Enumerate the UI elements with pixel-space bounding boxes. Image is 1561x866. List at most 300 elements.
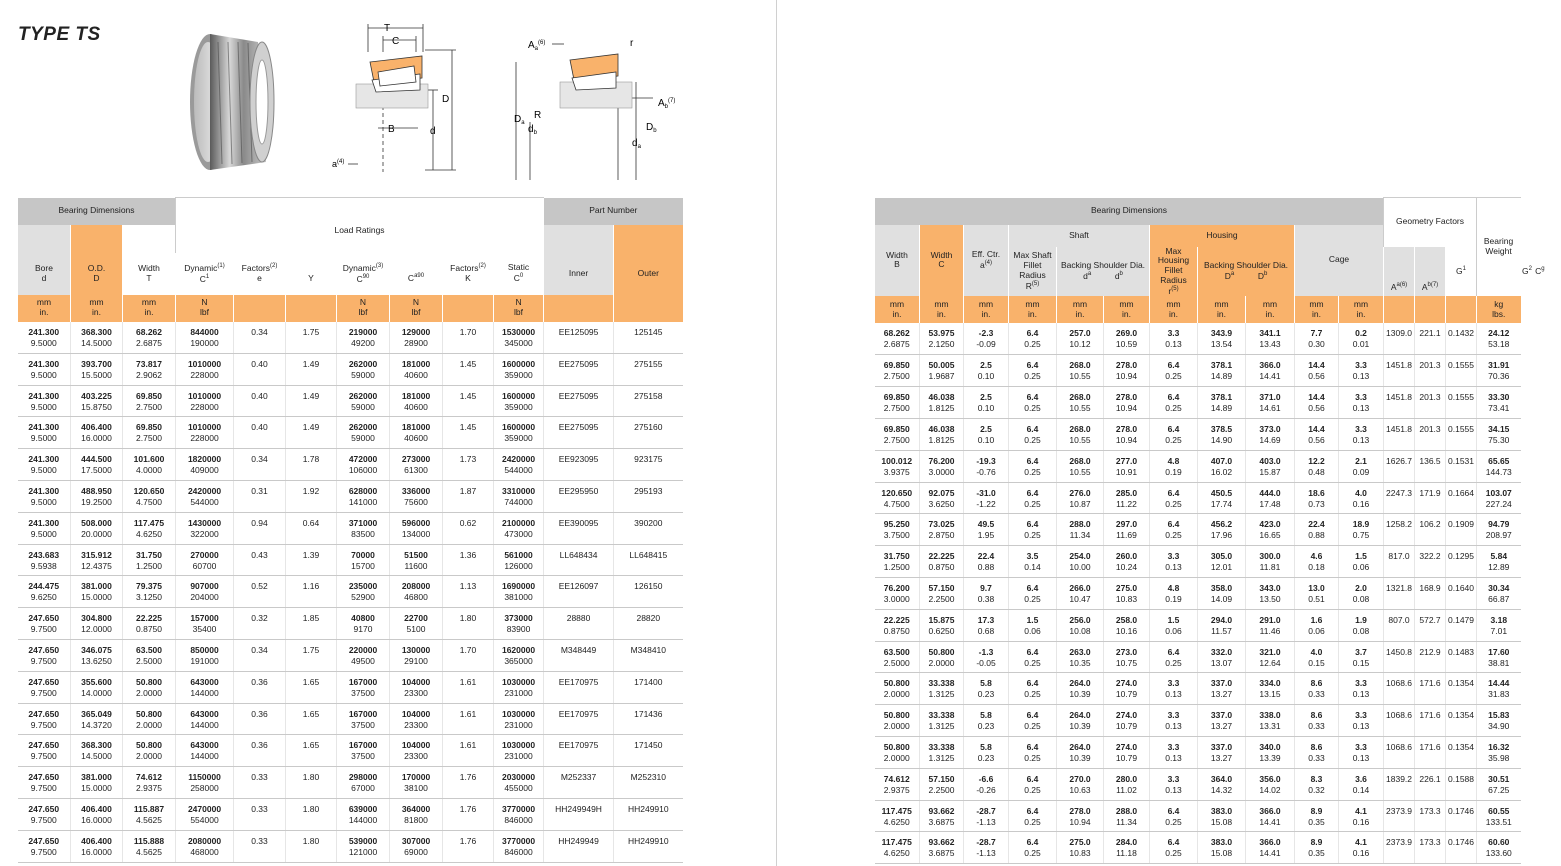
table-row [875,419,1547,451]
eff-ctr-cell: 5.8 0.23 [964,737,1009,769]
e-cell: 0.34 [234,322,286,354]
c1-cell: 844000 190000 [176,322,234,354]
db-cell: 285.0 11.22 [1104,482,1150,514]
unit-cell [234,295,286,322]
width-c-cell: 22.225 0.8750 [920,546,964,578]
header-max-shaft-fillet: Max Shaft Fillet Radius $R^{(5)}$ [1009,247,1057,297]
g1-cell: 1451.8 [1384,387,1415,419]
width-cell: 115.887 4.5625 [123,798,176,830]
g1-cell: 1068.6 [1384,705,1415,737]
c0-cell: 373000 83900 [494,608,544,640]
cg-cell: 0.1555 [1446,355,1477,387]
svg-text:Da: $D_a$ [514,114,525,126]
db-cell: 274.0 10.79 [1104,705,1150,737]
outer-part-cell: 171450 [614,735,683,767]
table-row [18,703,683,735]
db-cell: 273.0 10.75 [1104,641,1150,673]
table-row [875,609,1547,641]
k-cell: 1.45 [443,417,494,449]
ca90-cell: 181000 40600 [390,417,443,449]
Da-cell: 337.0 13.27 [1198,673,1246,705]
g2-cell: 201.3 [1415,419,1446,451]
da-cell: 263.0 10.35 [1057,641,1104,673]
width-cell: 50.800 2.0000 [123,703,176,735]
k-cell: 1.45 [443,385,494,417]
c90-cell: 371000 83500 [337,512,390,544]
g2-cell: 201.3 [1415,355,1446,387]
c0-cell: 561000 126000 [494,544,544,576]
width-cell: 101.600 4.0000 [123,449,176,481]
width-cell: 73.817 2.9062 [123,353,176,385]
e-cell: 0.31 [234,480,286,512]
unit-cell [1384,296,1415,323]
e-cell: 0.36 [234,671,286,703]
table-row [875,578,1547,610]
header-aa: $A^{a(6)}$ [1384,247,1415,297]
shaft-fillet-cell: 6.4 0.25 [1009,705,1057,737]
shaft-fillet-cell: 6.4 0.25 [1009,737,1057,769]
unit-cell: mm in. [1246,296,1295,323]
bore-cell: 247.650 9.7500 [18,767,71,799]
Da-cell: 364.0 14.32 [1198,768,1246,800]
table-row [18,735,683,767]
Db-cell: 423.0 16.65 [1246,514,1295,546]
ca90-cell: 273000 61300 [390,449,443,481]
Aa-cell: 1.6 0.06 [1295,609,1339,641]
table-row [875,800,1547,832]
table-row [18,767,683,799]
y-cell: 1.80 [286,830,337,862]
od-cell: 304.800 12.0000 [71,608,123,640]
eff-ctr-cell: 49.5 1.95 [964,514,1009,546]
shaft-fillet-cell: 6.4 0.25 [1009,482,1057,514]
width-c-cell: 50.005 1.9687 [920,355,964,387]
unit-cell: mm in. [875,296,920,323]
shaft-fillet-cell: 6.4 0.25 [1009,641,1057,673]
table-row [875,482,1547,514]
width-c-cell: 46.038 1.8125 [920,387,964,419]
Ab-cell: 3.3 0.13 [1339,387,1384,419]
c90-cell: 628000 141000 [337,480,390,512]
housing-fillet-cell: 3.3 0.13 [1150,705,1198,737]
unit-cell [286,295,337,322]
Db-cell: 373.0 14.69 [1246,419,1295,451]
table-row [18,512,683,544]
Aa-cell: 8.9 0.35 [1295,800,1339,832]
c1-cell: 2080000 468000 [176,830,234,862]
width-c-cell: 93.662 3.6875 [920,800,964,832]
svg-text:Ab(7): $A_b^{(7)}$ [658,98,676,110]
Da-cell: 456.2 17.96 [1198,514,1246,546]
shaft-fillet-cell: 6.4 0.25 [1009,514,1057,546]
c1-cell: 643000 144000 [176,703,234,735]
header-max-housing-fillet: Max Housing Fillet Radius $r^{(5)}$ [1150,247,1198,297]
width-cell: 79.375 3.1250 [123,576,176,608]
Db-cell: 444.0 17.48 [1246,482,1295,514]
label-Da: D [514,114,522,125]
label-B: B [388,124,395,135]
e-cell: 0.40 [234,417,286,449]
table-row [875,387,1547,419]
Da-cell: 358.0 14.09 [1198,578,1246,610]
width-b-cell: 100.012 3.9375 [875,450,920,482]
label-Aa: A [528,40,535,51]
db-cell: 278.0 10.94 [1104,387,1150,419]
g1-cell: 1258.2 [1384,514,1415,546]
db-cell: 269.0 10.59 [1104,323,1150,355]
weight-cell: 31.91 70.36 [1477,355,1521,387]
housing-fillet-cell: 3.3 0.13 [1150,673,1198,705]
c0-cell: 1690000 381000 [494,576,544,608]
g2-cell: 171.6 [1415,705,1446,737]
c90-cell: 539000 121000 [337,830,390,862]
cg-cell: 0.1354 [1446,737,1477,769]
ca90-cell: 596000 134000 [390,512,443,544]
label-Ab: A [658,98,665,109]
eff-ctr-cell: -1.3 -0.05 [964,641,1009,673]
Da-cell: 378.1 14.89 [1198,355,1246,387]
Db-cell: 366.0 14.41 [1246,800,1295,832]
Da-cell: 343.9 13.54 [1198,323,1246,355]
Db-cell: 371.0 14.61 [1246,387,1295,419]
cg-cell: 0.1483 [1446,641,1477,673]
da-cell: 264.0 10.39 [1057,705,1104,737]
load-ratings-table [17,197,683,863]
width-cell: 69.850 2.7500 [123,385,176,417]
weight-cell: 60.55 133.51 [1477,800,1521,832]
outer-part-cell: 171400 [614,671,683,703]
c0-cell: 2030000 455000 [494,767,544,799]
unit-cell: kg lbs. [1477,296,1521,323]
k-cell: 1.61 [443,671,494,703]
header-g1: $G^1$ [1446,247,1477,297]
outer-part-cell: M348410 [614,639,683,671]
eff-ctr-cell: 17.3 0.68 [964,609,1009,641]
eff-ctr-cell: 2.5 0.10 [964,419,1009,451]
c90-cell: 235000 52900 [337,576,390,608]
Da-cell: 378.5 14.90 [1198,419,1246,451]
od-cell: 406.400 16.0000 [71,798,123,830]
housing-fillet-cell: 6.4 0.25 [1150,419,1198,451]
cg-cell: 0.1555 [1446,387,1477,419]
eff-ctr-cell: -2.3 -0.09 [964,323,1009,355]
width-cell: 68.262 2.6875 [123,322,176,354]
header-ab: $A^{b(7)}$ [1415,247,1446,297]
header-static-c0: Static $C^0$ [494,253,544,295]
k-cell: 1.61 [443,703,494,735]
y-cell: 1.16 [286,576,337,608]
g2-cell: 322.2 [1415,546,1446,578]
da-cell: 256.0 10.08 [1057,609,1104,641]
da-cell: 264.0 10.39 [1057,737,1104,769]
Ab-cell: 1.9 0.08 [1339,609,1384,641]
outer-part-cell: 275160 [614,417,683,449]
table-row [875,546,1547,578]
width-c-cell: 33.338 1.3125 [920,737,964,769]
table-row [875,768,1547,800]
Da-cell: 337.0 13.27 [1198,705,1246,737]
c1-cell: 1010000 228000 [176,385,234,417]
da-cell: 268.0 10.55 [1057,450,1104,482]
od-cell: 365.049 14.3720 [71,703,123,735]
Ab-cell: 1.5 0.06 [1339,546,1384,578]
db-cell: 297.0 11.69 [1104,514,1150,546]
weight-cell: 60.60 133.60 [1477,832,1521,864]
g2-cell: 171.6 [1415,737,1446,769]
da-cell: 276.0 10.87 [1057,482,1104,514]
header-outer: Outer [614,253,683,295]
inner-part-cell: EE295950 [544,480,614,512]
width-b-cell: 50.800 2.0000 [875,673,920,705]
header-shaft: Shaft [1009,225,1150,247]
y-cell: 1.75 [286,322,337,354]
da-cell: 268.0 10.55 [1057,355,1104,387]
Ab-cell: 3.3 0.13 [1339,419,1384,451]
shaft-fillet-cell: 3.5 0.14 [1009,546,1057,578]
g1-cell: 1068.6 [1384,737,1415,769]
bore-cell: 243.683 9.5938 [18,544,71,576]
width-c-cell: 57.150 2.2500 [920,768,964,800]
cg-cell: 0.1295 [1446,546,1477,578]
dimension-diagram-cross-section [328,22,463,177]
od-cell: 488.950 19.2500 [71,480,123,512]
eff-ctr-cell: 2.5 0.10 [964,355,1009,387]
g2-cell: 221.1 [1415,323,1446,355]
c0-cell: 1030000 231000 [494,735,544,767]
e-cell: 0.33 [234,798,286,830]
da-cell: 266.0 10.47 [1057,578,1104,610]
g1-cell: 1839.2 [1384,768,1415,800]
ca90-cell: 181000 40600 [390,385,443,417]
e-cell: 0.36 [234,703,286,735]
c1-cell: 850000 191000 [176,639,234,671]
Ab-cell: 3.3 0.13 [1339,673,1384,705]
g1-cell: 2247.3 [1384,482,1415,514]
k-cell: 1.76 [443,830,494,862]
db-cell: 274.0 10.79 [1104,673,1150,705]
c0-cell: 1030000 231000 [494,671,544,703]
header-k: Factors$^{(2)}$ K [443,253,494,295]
weight-cell: 34.15 75.30 [1477,419,1521,451]
table-row [18,608,683,640]
ca90-cell: 104000 23300 [390,703,443,735]
outer-part-cell: 390200 [614,512,683,544]
c0-cell: 1600000 359000 [494,353,544,385]
ca90-cell: 51500 11600 [390,544,443,576]
e-cell: 0.94 [234,512,286,544]
Ab-cell: 3.3 0.13 [1339,737,1384,769]
bore-cell: 247.650 9.7500 [18,608,71,640]
ca90-cell: 181000 40600 [390,353,443,385]
Db-cell: 341.1 13.43 [1246,323,1295,355]
Aa-cell: 8.3 0.32 [1295,768,1339,800]
width-c-cell: 33.338 1.3125 [920,673,964,705]
Db-cell: 366.0 14.41 [1246,355,1295,387]
width-c-cell: 33.338 1.3125 [920,705,964,737]
header-y: Y [286,253,337,295]
header-eff-ctr: Eff. Ctr. $a^{(4)}$ [964,225,1009,297]
header-bore: Bore d [18,253,71,295]
ca90-cell: 104000 23300 [390,735,443,767]
bore-cell: 241.300 9.5000 [18,417,71,449]
od-cell: 444.500 17.5000 [71,449,123,481]
ca90-cell: 208000 46800 [390,576,443,608]
g1-cell: 1450.8 [1384,641,1415,673]
table-row [875,641,1547,673]
db-cell: 274.0 10.79 [1104,737,1150,769]
bore-cell: 247.650 9.7500 [18,798,71,830]
table-row [875,514,1547,546]
k-cell: 1.80 [443,608,494,640]
g1-cell: 2373.9 [1384,832,1415,864]
svg-text:a(4): $a^{(4)}$ [332,159,345,169]
da-cell: 264.0 10.39 [1057,673,1104,705]
unit-cell: N lbf [390,295,443,322]
Db-cell: 356.0 14.02 [1246,768,1295,800]
outer-part-cell: HH249910 [614,798,683,830]
Ab-cell: 3.7 0.15 [1339,641,1384,673]
unit-cell: mm in. [18,295,71,322]
Aa-cell: 22.4 0.88 [1295,514,1339,546]
Aa-cell: 12.2 0.48 [1295,450,1339,482]
c0-cell: 3770000 846000 [494,830,544,862]
bore-cell: 247.650 9.7500 [18,830,71,862]
cg-cell: 0.1640 [1446,578,1477,610]
Db-cell: 300.0 11.81 [1246,546,1295,578]
header-cage: Cage [1295,225,1384,297]
unit-cell: mm in. [1009,296,1057,323]
da-cell: 257.0 10.12 [1057,323,1104,355]
width-cell: 115.888 4.5625 [123,830,176,862]
Db-cell: 334.0 13.15 [1246,673,1295,705]
k-cell: 1.45 [443,353,494,385]
width-b-cell: 74.612 2.9375 [875,768,920,800]
width-b-cell: 22.225 0.8750 [875,609,920,641]
e-cell: 0.32 [234,608,286,640]
inner-part-cell: EE275095 [544,417,614,449]
bore-cell: 247.650 9.7500 [18,735,71,767]
e-cell: 0.33 [234,830,286,862]
Db-cell: 403.0 15.87 [1246,450,1295,482]
table-row [875,450,1547,482]
y-cell: 1.49 [286,417,337,449]
y-cell: 1.49 [286,385,337,417]
inner-part-cell: EE170975 [544,671,614,703]
eff-ctr-cell: -31.0 -1.22 [964,482,1009,514]
inner-part-cell: LL648434 [544,544,614,576]
Aa-cell: 14.4 0.56 [1295,419,1339,451]
g1-cell: 1451.8 [1384,355,1415,387]
width-c-cell: 46.038 1.8125 [920,419,964,451]
od-cell: 355.600 14.0000 [71,671,123,703]
unit-cell: N lbf [494,295,544,322]
c90-cell: 167000 37500 [337,703,390,735]
svg-text:Db: $D_b$ [646,122,657,134]
width-b-cell: 120.650 4.7500 [875,482,920,514]
outer-part-cell: 275158 [614,385,683,417]
table-row [18,576,683,608]
Ab-cell: 2.1 0.09 [1339,450,1384,482]
inner-part-cell: EE923095 [544,449,614,481]
Db-cell: 340.0 13.39 [1246,737,1295,769]
e-cell: 0.34 [234,639,286,671]
housing-fillet-cell: 3.3 0.13 [1150,323,1198,355]
weight-cell: 94.79 208.97 [1477,514,1521,546]
header-bearing-dimensions: Bearing Dimensions [18,198,176,225]
outer-part-cell: 171436 [614,703,683,735]
y-cell: 1.80 [286,798,337,830]
unit-cell: mm in. [71,295,123,322]
unit-cell: mm in. [1198,296,1246,323]
width-b-cell: 117.475 4.6250 [875,832,920,864]
da-cell: 278.0 10.94 [1057,800,1104,832]
y-cell: 1.65 [286,671,337,703]
cg-cell: 0.1555 [1446,419,1477,451]
width-c-cell: 50.800 2.0000 [920,641,964,673]
label-R: R [534,110,542,121]
g2-cell: 171.6 [1415,673,1446,705]
housing-fillet-cell: 3.3 0.13 [1150,546,1198,578]
inner-part-cell: M252337 [544,767,614,799]
od-cell: 403.225 15.8750 [71,385,123,417]
db-cell: 260.0 10.24 [1104,546,1150,578]
width-c-cell: 93.662 3.6875 [920,832,964,864]
od-cell: 368.300 14.5000 [71,735,123,767]
g2-cell: 212.9 [1415,641,1446,673]
table-row [18,417,683,449]
outer-part-cell: M252310 [614,767,683,799]
c1-cell: 1430000 322000 [176,512,234,544]
bore-cell: 247.650 9.7500 [18,671,71,703]
label-a: a [332,159,338,169]
header-housing: Housing [1150,225,1295,247]
c90-cell: 167000 37500 [337,735,390,767]
c90-cell: 70000 15700 [337,544,390,576]
header-part-number: Part Number [544,198,683,225]
k-cell: 1.76 [443,767,494,799]
page-divider [776,0,777,866]
table-row [875,673,1547,705]
shaft-fillet-cell: 6.4 0.25 [1009,832,1057,864]
header-housing-backing: Backing Shoulder Dia. $D^a$ $D^b$ [1198,247,1295,297]
od-cell: 368.300 14.5000 [71,322,123,354]
e-cell: 0.52 [234,576,286,608]
width-b-cell: 69.850 2.7500 [875,387,920,419]
Ab-cell: 3.3 0.13 [1339,705,1384,737]
g1-cell: 1309.0 [1384,323,1415,355]
ca90-cell: 130000 29100 [390,639,443,671]
width-b-cell: 31.750 1.2500 [875,546,920,578]
eff-ctr-cell: 2.5 0.10 [964,387,1009,419]
od-cell: 381.000 15.0000 [71,576,123,608]
width-c-cell: 15.875 0.6250 [920,609,964,641]
cg-cell: 0.1354 [1446,673,1477,705]
Aa-cell: 18.6 0.73 [1295,482,1339,514]
Ab-cell: 4.0 0.16 [1339,482,1384,514]
c90-cell: 262000 59000 [337,417,390,449]
shaft-fillet-cell: 6.4 0.25 [1009,387,1057,419]
c90-cell: 262000 59000 [337,353,390,385]
cg-cell: 0.1909 [1446,514,1477,546]
unit-cell [1446,296,1477,323]
inner-part-cell: 28880 [544,608,614,640]
g2-cell: 106.2 [1415,514,1446,546]
header-g2: $G^2$ [1521,247,1534,297]
weight-cell: 5.84 12.89 [1477,546,1521,578]
g2-cell: 168.9 [1415,578,1446,610]
dimension-diagram-mounting [508,22,688,182]
width-c-cell: 57.150 2.2500 [920,578,964,610]
